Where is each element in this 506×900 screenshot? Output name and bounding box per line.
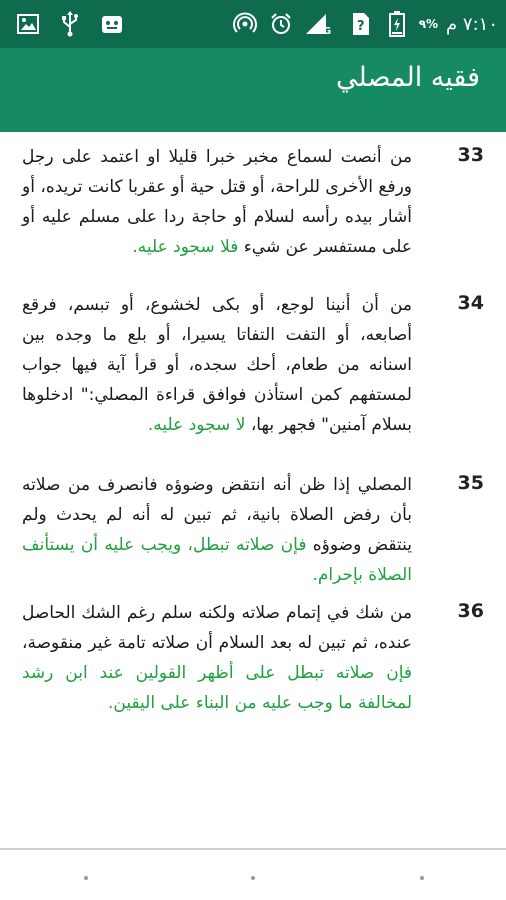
item-ruling-highlight: فلا سجود عليه.	[132, 237, 239, 257]
nav-recents-button[interactable]	[420, 876, 424, 880]
status-bar-system	[231, 10, 498, 38]
item-ruling-highlight: فإن صلاته تبطل، ويجب عليه أن يستأنف الصلاة بإحرام.	[22, 535, 412, 585]
item-text	[22, 290, 412, 440]
list-item	[0, 142, 506, 282]
wifi-hotspot-icon	[231, 10, 259, 38]
image-icon	[14, 10, 42, 38]
item-number: 34	[457, 292, 484, 314]
signal-icon	[303, 10, 339, 38]
item-body-text: المصلي إذا ظن أنه انتقض وضوؤه فانصرف من صلاته بأن رفض الصلاة بانية، ثم تبين له أنه لم يحدث ولم ينتقض وضوؤه	[22, 475, 413, 555]
status-bar-notifications	[14, 10, 126, 38]
item-text	[22, 142, 412, 262]
battery-icon	[383, 10, 411, 38]
alarm-icon	[267, 10, 295, 38]
battery-percentage: ٩%	[418, 17, 439, 31]
nav-home-button[interactable]	[251, 876, 255, 880]
navigation-bar	[0, 850, 506, 900]
list-item	[0, 290, 506, 460]
item-number: 33	[457, 144, 484, 166]
nav-back-button[interactable]	[84, 876, 88, 880]
rulings-list[interactable]	[0, 132, 506, 848]
android-debug-icon	[98, 10, 126, 38]
item-body-text: من شك في إتمام صلاته ولكنه سلم رغم الشك الحاصل عنده، ثم تبين له بعد السلام أن صلاته تامة غير منقوصة،	[22, 603, 412, 653]
status-bar-time: ٧:١٠ م	[446, 13, 498, 35]
item-ruling-highlight: لا سجود عليه.	[147, 415, 246, 435]
status-bar	[0, 0, 506, 48]
usb-icon	[56, 10, 84, 38]
app-title: فقيه المصلي	[336, 62, 480, 93]
item-text	[22, 470, 412, 590]
item-body-text: من أن أنينا لوجع، أو بكى لخشوع، أو تبسم، فرقع أصابعه، أو التفت التفاتا يسيرا، أو بلع ما وجده بين اسنانه من طعام، أحك سجده، أو قرأ آية فيها جواب لمستفهم كمن استأذن فوافق قراءة المصلي:" ادخلوها بسلام آمنين" فجهر بها،	[22, 295, 412, 435]
item-number: 35	[457, 472, 484, 494]
item-ruling-highlight: فإن صلاته تبطل على أظهر القولين عند ابن رشد لمخالفة ما وجب عليه من البناء على اليقين.	[22, 663, 412, 713]
app-bar	[0, 48, 506, 132]
item-body-text: من أنصت لسماع مخبر خبرا قليلا او اعتمد على رجل ورفع الأخرى للراحة، أو قتل حية أو عقربا كانت تريده، أو أشار بيده رأسه لسلام أو حاجة ردا على مسلم عليه أو على مستفسر عن شيء	[22, 147, 412, 257]
list-item	[0, 598, 506, 748]
item-number: 36	[457, 600, 484, 622]
list-item	[0, 470, 506, 590]
network-type: 3G	[315, 26, 331, 36]
item-text	[22, 598, 412, 718]
svg-text:?: ?	[356, 19, 365, 34]
sim-unknown-icon	[347, 10, 375, 38]
